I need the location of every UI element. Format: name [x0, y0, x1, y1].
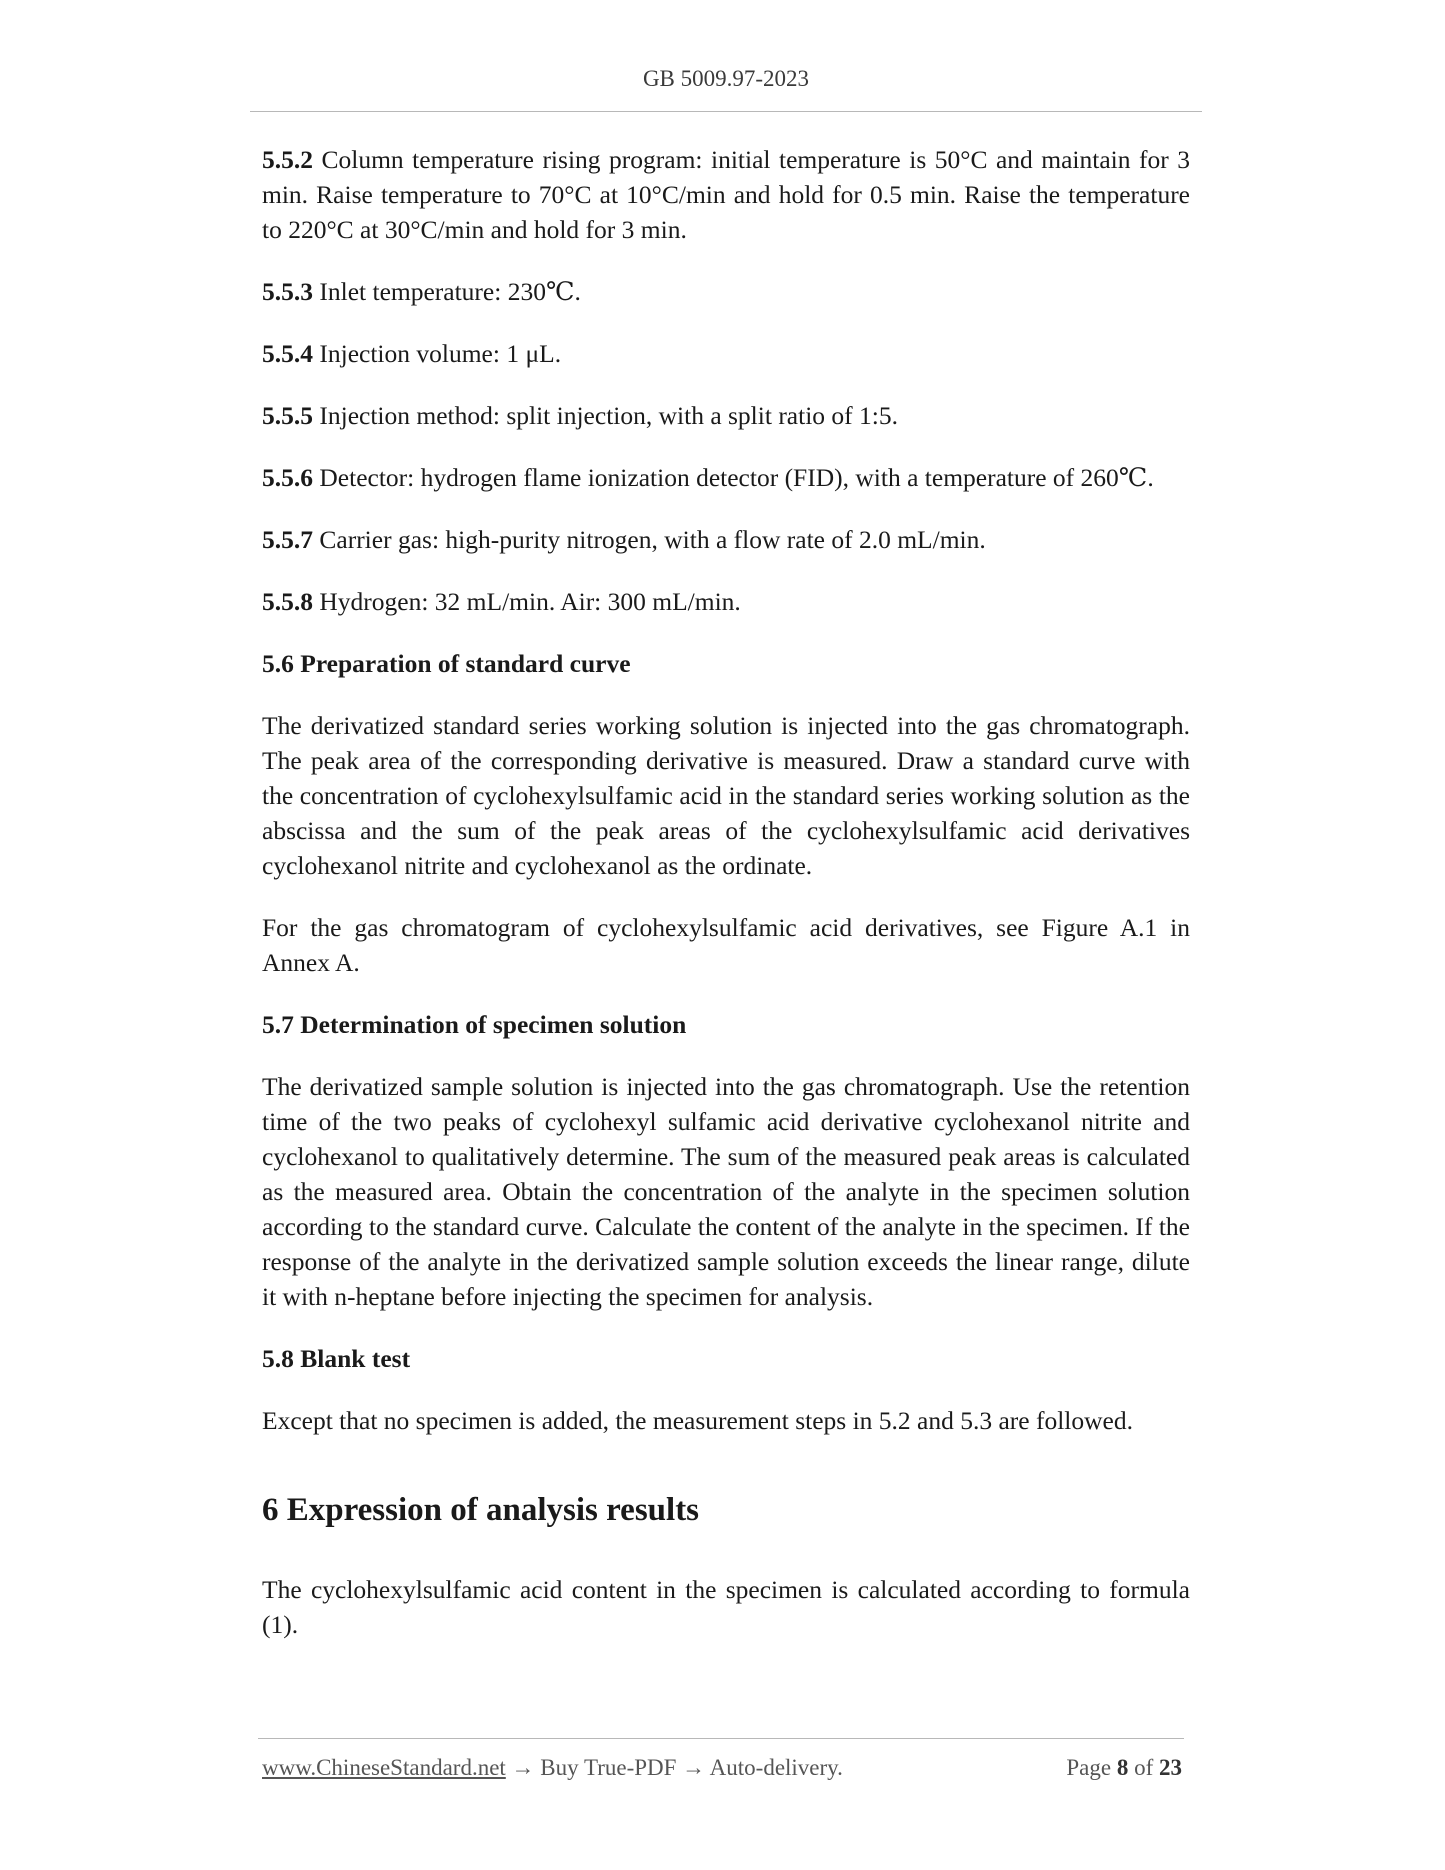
- clause-number: 5.5.4: [262, 339, 313, 368]
- chapter-heading-6: 6 Expression of analysis results: [262, 1492, 700, 1528]
- chapter-6-paragraph: The cyclohexylsulfamic acid content in the specimen is calculated according to formula (1).: [262, 1575, 1190, 1639]
- clause-number: 5.5.8: [262, 587, 313, 616]
- page-header: GB 5009.97-2023: [642, 66, 810, 91]
- clause-number: 5.5.7: [262, 525, 313, 554]
- header-divider: [250, 111, 1202, 112]
- clause-text: Hydrogen: 32 mL/min. Air: 300 mL/min.: [319, 587, 741, 616]
- section-5-6-paragraph-1: The derivatized standard series working solution is injected into the gas chromatograph. The peak area of the corresponding derivative is measured. Draw a standard curve with the concentration of cyclohexylsulfamic acid in the standard series working solution as the abscissa and the sum of the peak areas of the cyclohexylsulfamic acid derivatives cyclohexanol nitrite and cyclohexanol as the ordinate.: [262, 711, 1190, 880]
- clause-number: 5.5.5: [262, 401, 313, 430]
- section-heading-5-7: 5.7 Determination of specimen solution: [262, 1010, 687, 1039]
- website-link[interactable]: www.ChineseStandard.net: [262, 1755, 506, 1780]
- clause-5-5-3: [262, 274, 1190, 309]
- section-5-6-paragraph-2: For the gas chromatogram of cyclohexylsulfamic acid derivatives, see Figure A.1 in Annex A.: [262, 913, 1190, 977]
- clause-5-5-6: [262, 460, 1190, 495]
- clause-number: 5.5.6: [262, 463, 313, 492]
- clause-number: 5.5.2: [262, 145, 313, 174]
- section-heading-5-6: 5.6 Preparation of standard curve: [262, 649, 631, 678]
- page-indicator: [1066, 1755, 1182, 1781]
- clause-5-5-7: [262, 522, 1190, 557]
- section-5-8-paragraph: Except that no specimen is added, the measurement steps in 5.2 and 5.3 are followed.: [262, 1406, 1133, 1435]
- footer-promo: [262, 1755, 843, 1781]
- page-total: 23: [1159, 1755, 1182, 1780]
- section-heading-5-8: 5.8 Blank test: [262, 1344, 411, 1373]
- footer-divider: [258, 1738, 1184, 1739]
- clause-text: Carrier gas: high-purity nitrogen, with a flow rate of 2.0 mL/min.: [319, 525, 986, 554]
- clause-5-5-2: [262, 142, 1190, 247]
- footer-tagline: → Buy True-PDF → Auto-delivery.: [505, 1755, 843, 1780]
- clause-text: Inlet temperature: 230℃.: [319, 277, 581, 306]
- clause-text: Injection volume: 1 μL.: [319, 339, 562, 368]
- clause-5-5-5: [262, 398, 1190, 433]
- clause-number: 5.5.3: [262, 277, 313, 306]
- section-5-7-paragraph: The derivatized sample solution is injected into the gas chromatograph. Use the retention time of the two peaks of cyclohexyl sulfamic acid derivative cyclohexanol nitrite and cyclohexanol to qualitatively determine. The sum of the measured peak areas is calculated as the measured area. Obtain the concentration of the analyte in the specimen solution according to the standard curve. Calculate the content of the analyte in the specimen. If the response of the analyte in the derivatized sample solution exceeds the linear range, dilute it with n-heptane before injecting the specimen for analysis.: [262, 1072, 1190, 1311]
- page-label: Page: [1066, 1755, 1112, 1780]
- clause-5-5-8: [262, 584, 1190, 619]
- clause-text: Detector: hydrogen flame ionization detector (FID), with a temperature of 260℃.: [319, 463, 1154, 492]
- page-of: of: [1134, 1755, 1154, 1780]
- page-footer: [262, 1755, 1182, 1781]
- document-body: [262, 142, 1190, 1669]
- clause-text: Injection method: split injection, with a split ratio of 1:5.: [319, 401, 898, 430]
- clause-text: Column temperature rising program: initial temperature is 50°C and maintain for 3 min. Raise temperature to 70°C at 10°C/min and hold for 0.5 min. Raise the temperature to 220°C at 30°C/min and hold for 3 min.: [262, 145, 1190, 244]
- page-current: 8: [1116, 1755, 1129, 1780]
- clause-5-5-4: [262, 336, 1190, 371]
